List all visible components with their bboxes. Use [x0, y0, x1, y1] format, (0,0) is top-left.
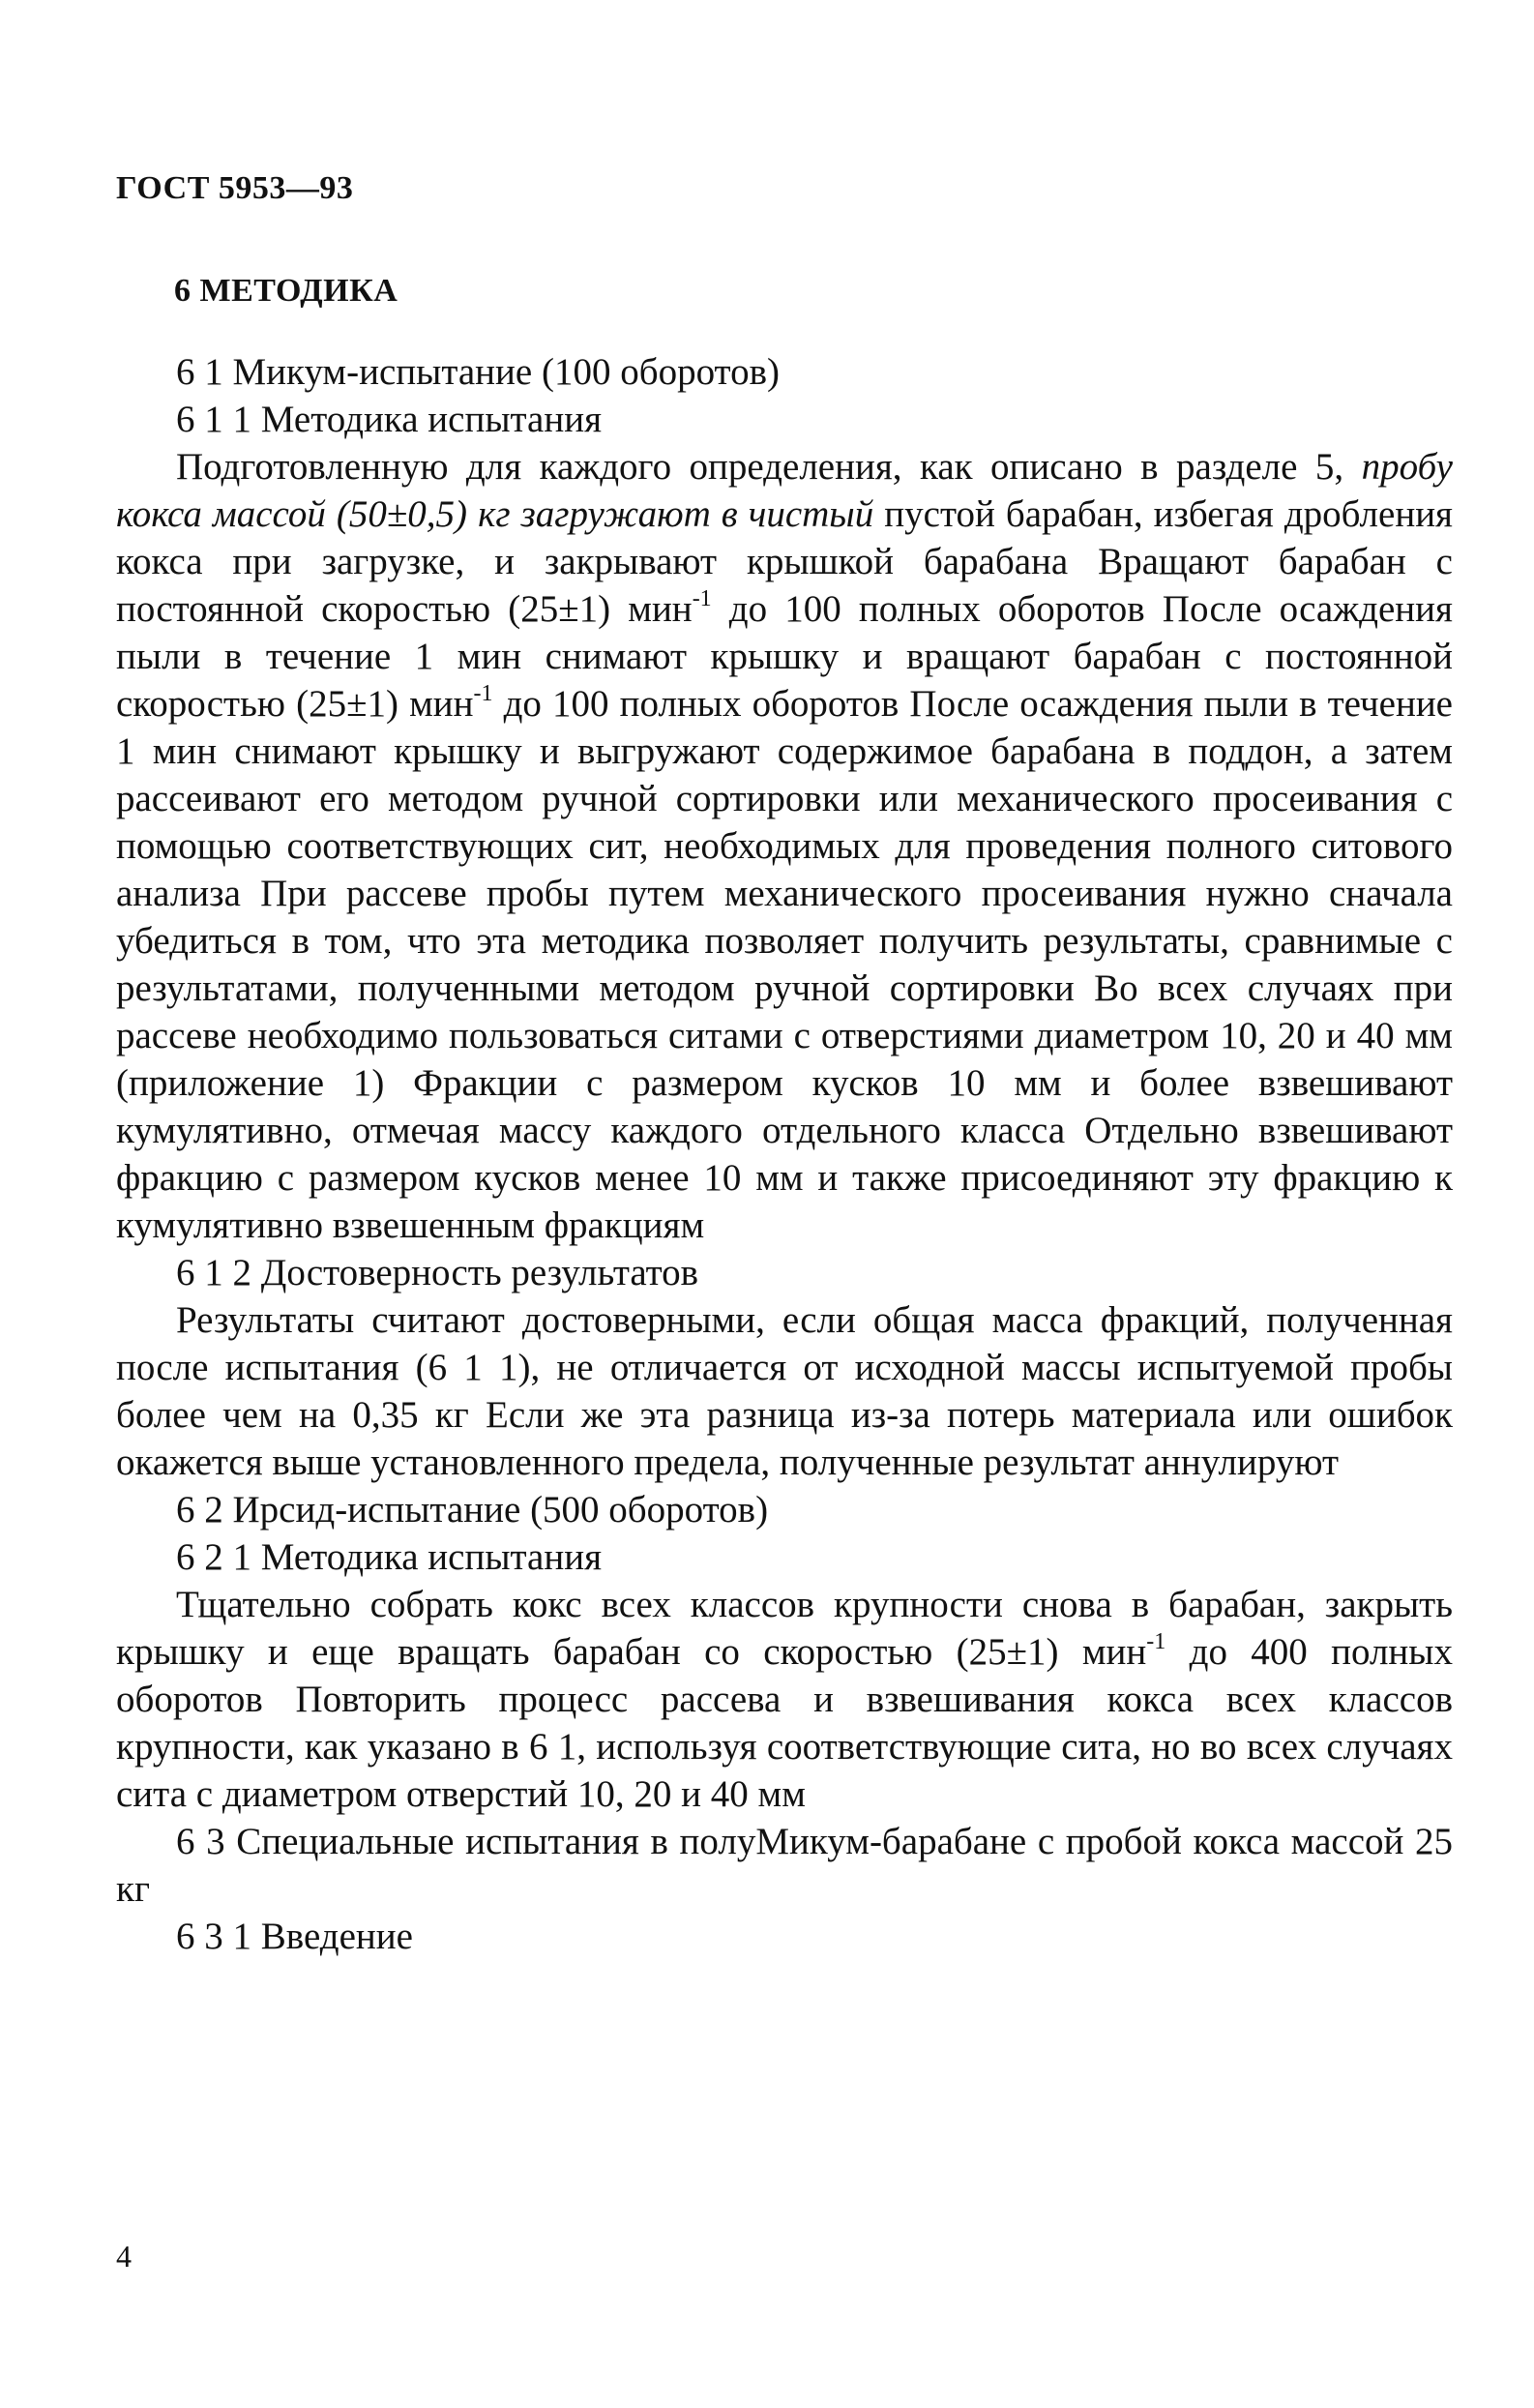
subsection-heading: 6 2 Ирсид-испытание (500 оборотов): [176, 1489, 769, 1531]
paragraph-text: пустой барабан, избегая дробления кокса при загрузке, и закрывают крышкой барабана Вращают барабан с постоянной скоростью (25±1) мин: [116, 493, 1454, 630]
paragraph: 6 3 Специальные испытания в полуМикум-барабане с пробой кокса массой 25 кг: [116, 1821, 1453, 1910]
document-page: [116, 170, 1453, 1960]
paragraph-text: до 100 полных оборотов После осаждения пыли в течение 1 мин снимают крышку и выгружают содержимое барабана в поддон, а затем рассеивают его методом ручной сортировки или механического просеивания с помощью соответствующих сит, необходимых для проведения полного ситового анализа При рассеве пробы путем механического просеивания нужно сначала убедиться в том, что эта методика позволяет получить результаты, сравнимые с результатами, полученными методом ручной сортировки Во всех случаях при рассеве необходимо пользоваться ситами с отверстиями диаметром 10, 20 и 40 мм (приложение 1) Фракции с размером кусков 10 мм и более взвешивают кумулятивно, отмечая массу каждого отдельного класса Отдельно взвешивают фракцию с размером кусков менее 10 мм и также присоединяют эту фракцию к кумулятивно взвешенным фракциям: [116, 683, 1453, 1246]
paragraph-text-italic: пробу кокса массой (50±0,5) кг загружают в чистый: [116, 446, 1453, 535]
page-number: 4: [116, 2239, 132, 2274]
paragraph-text: до 100 полных оборотов После осаждения пыли в течение 1 мин снимают крышку и вращают барабан с постоянной скоростью (25±1) мин: [116, 588, 1453, 725]
superscript: -1: [692, 586, 712, 611]
paragraph: [116, 443, 1453, 1249]
paragraph-text: Тщательно собрать кокс всех классов крупности снова в барабан, закрыть крышку и еще вращать барабан со скоростью (25±1) мин: [116, 1584, 1453, 1673]
superscript: -1: [473, 681, 493, 706]
subsection-heading: 6 3 1 Введение: [176, 1916, 413, 1957]
paragraph: [116, 1581, 1453, 1818]
paragraph: Результаты считают достоверными, если общая масса фракций, полученная после испытания (6 1 1), не отличается от исходной массы испытуемой пробы более чем на 0,35 кг Если же эта разница из-за потерь материала или ошибок окажется выше установленного предела, полученные результат аннулируют: [116, 1299, 1453, 1483]
superscript: -1: [1146, 1629, 1166, 1654]
section-title: 6 МЕТОДИКА: [174, 273, 398, 309]
paragraph-text: Подготовленную для каждого определения, как описано в разделе 5,: [176, 446, 1344, 488]
subsection-heading: 6 1 2 Достоверность результатов: [176, 1252, 699, 1293]
subsection-heading: 6 1 Микум-испытание (100 оборотов): [176, 351, 780, 393]
paragraph-text: до 400 полных оборотов Повторить процесс рассева и взвешивания кокса всех классов крупности, как указано в 6 1, используя соответствующие сита, но во всех случаях сита с диаметром отверстий 10, 20 и 40 мм: [116, 1631, 1453, 1815]
subsection-heading: 6 1 1 Методика испытания: [176, 399, 603, 440]
document-code: ГОСТ 5953—93: [116, 170, 354, 206]
subsection-heading: 6 2 1 Методика испытания: [176, 1536, 603, 1578]
